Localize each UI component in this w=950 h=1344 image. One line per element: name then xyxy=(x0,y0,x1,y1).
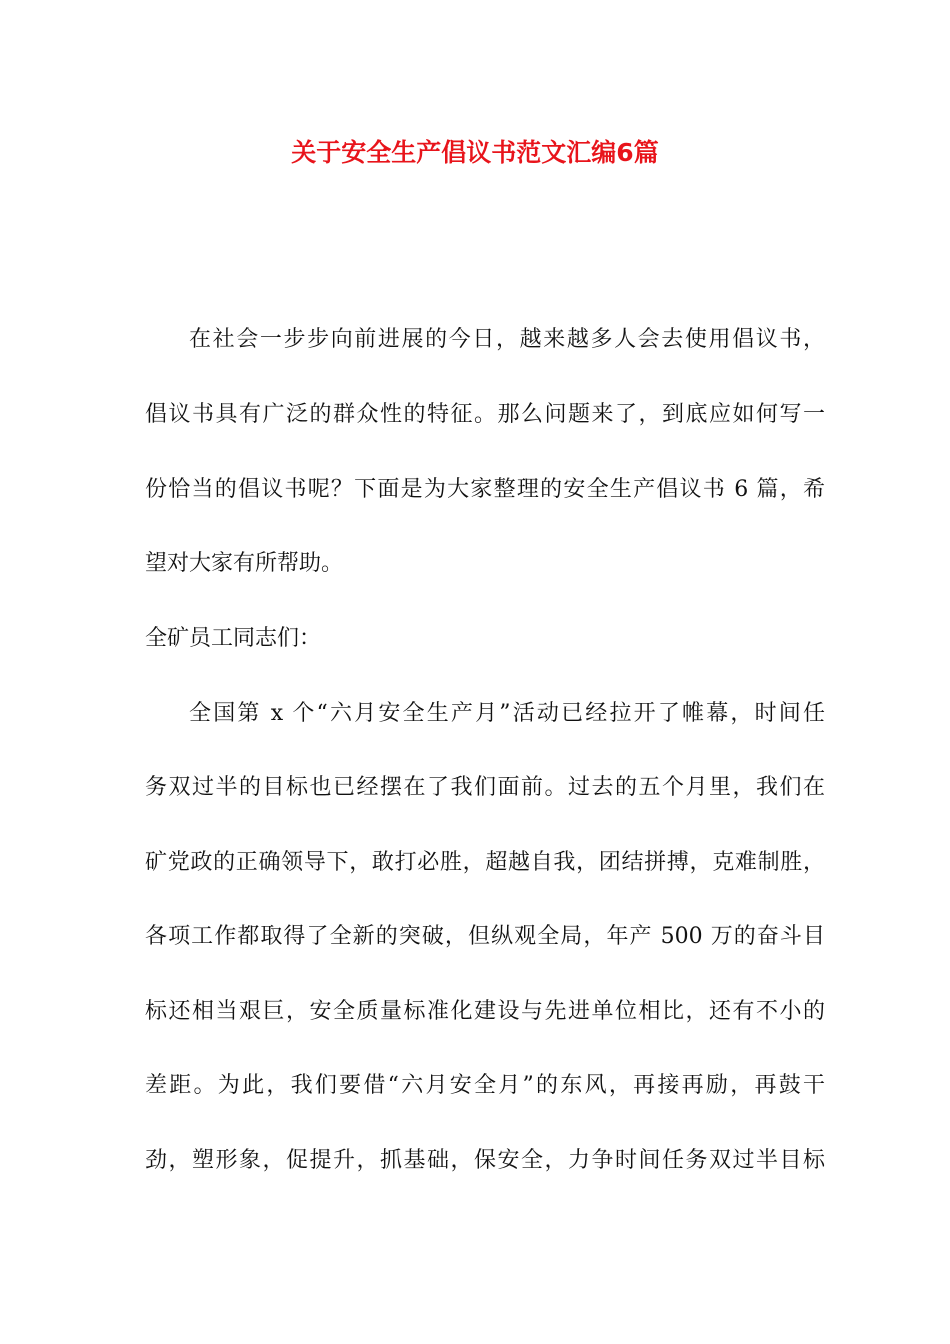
body-line-8: 矿党政的正确领导下，敢打必胜，超越自我，团结拼搏，克难制胜， xyxy=(145,850,825,875)
body-line-12: 劲，塑形象，促提升，抓基础，保安全，力争时间任务双过半目标 xyxy=(145,1148,825,1173)
body-line-11: 差距。为此，我们要借“六月安全月”的东风，再接再励，再鼓干 xyxy=(145,1073,825,1098)
document-title: 关于安全生产倡议书范文汇编6篇 xyxy=(291,138,659,167)
body-line-2: 倡议书具有广泛的群众性的特征。那么问题来了，到底应如何写一 xyxy=(145,402,825,427)
body-line-9: 各项工作都取得了全新的突破，但纵观全局，年产 500 万的奋斗目 xyxy=(145,924,825,949)
body-line-3: 份恰当的倡议书呢？下面是为大家整理的安全生产倡议书 6 篇，希 xyxy=(145,477,825,502)
salutation: 全矿员工同志们： xyxy=(145,626,322,651)
body-line-7: 务双过半的目标也已经摆在了我们面前。过去的五个月里，我们在 xyxy=(145,775,825,800)
body-line-10: 标还相当艰巨，安全质量标准化建设与先进单位相比，还有不小的 xyxy=(145,999,825,1024)
body-line-4: 望对大家有所帮助。 xyxy=(145,551,344,576)
body-line-6: 全国第 x 个“六月安全生产月”活动已经拉开了帷幕，时间任 xyxy=(189,701,825,726)
body-line-1: 在社会一步步向前进展的今日，越来越多人会去使用倡议书， xyxy=(189,327,825,352)
